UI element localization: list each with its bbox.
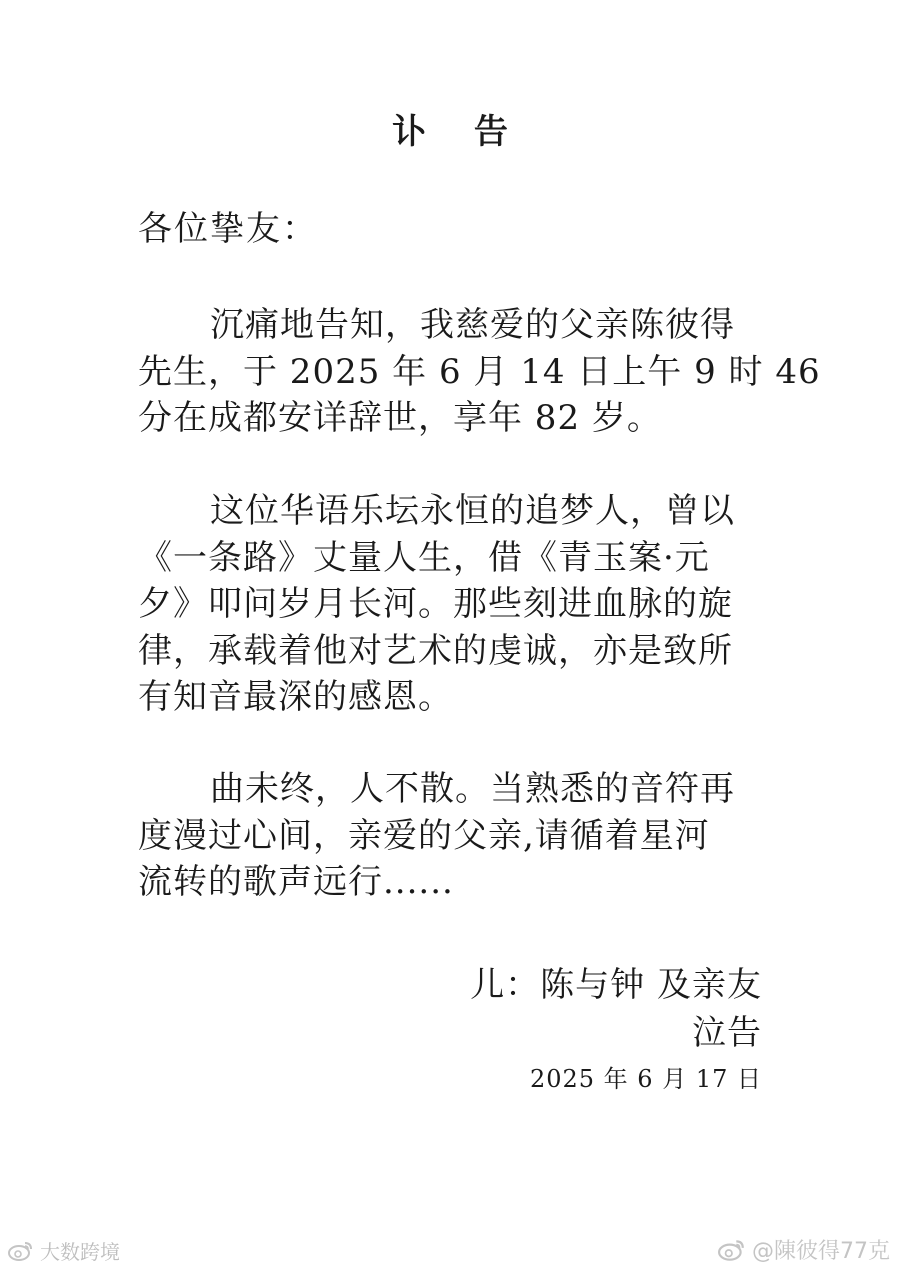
weibo-icon xyxy=(718,1238,746,1262)
closing: 泣告 xyxy=(692,1013,762,1053)
watermark-left-text: 大数跨境 xyxy=(40,1240,120,1264)
paragraph-line: 曲未终，人不散。当熟悉的音符再 xyxy=(210,769,735,809)
notice-date: 2025 年 6 月 17 日 xyxy=(529,1065,762,1093)
paragraph-tribute xyxy=(138,488,768,721)
paragraph-line: 流转的歌声远行...... xyxy=(138,862,454,902)
watermark-left xyxy=(8,1236,120,1265)
watermark-right xyxy=(718,1234,890,1265)
paragraph-line: 律，承载着他对艺术的虔诚，亦是致所 xyxy=(138,630,733,671)
paragraph-line: 分在成都安详辞世，享年 82 岁。 xyxy=(138,398,662,438)
weibo-icon xyxy=(8,1240,34,1262)
paragraph-line: 《一条路》丈量人生，借《青玉案·元 xyxy=(138,537,710,578)
obituary-title: 讣 告 xyxy=(392,112,526,152)
paragraph-line: 度漫过心间，亲爱的父亲,请循着星河 xyxy=(138,815,710,856)
paragraph-line: 这位华语乐坛永恒的追梦人，曾以 xyxy=(210,491,735,531)
paragraph-farewell xyxy=(138,766,768,906)
paragraph-line: 有知音最深的感恩。 xyxy=(138,677,453,717)
paragraph-line: 夕》叩问岁月长河。那些刻进血脉的旋 xyxy=(138,584,733,624)
paragraph-announcement xyxy=(138,302,821,442)
salutation: 各位挚友： xyxy=(138,209,318,249)
paragraph-line: 先生，于 2025 年 6 月 14 日上午 9 时 46 xyxy=(138,351,821,392)
watermark-right-text: @陳彼得77克 xyxy=(752,1239,890,1264)
signature: 儿：陈与钟 及亲友 xyxy=(470,965,762,1005)
paragraph-line: 沉痛地告知，我慈爱的父亲陈彼得 xyxy=(210,305,735,345)
